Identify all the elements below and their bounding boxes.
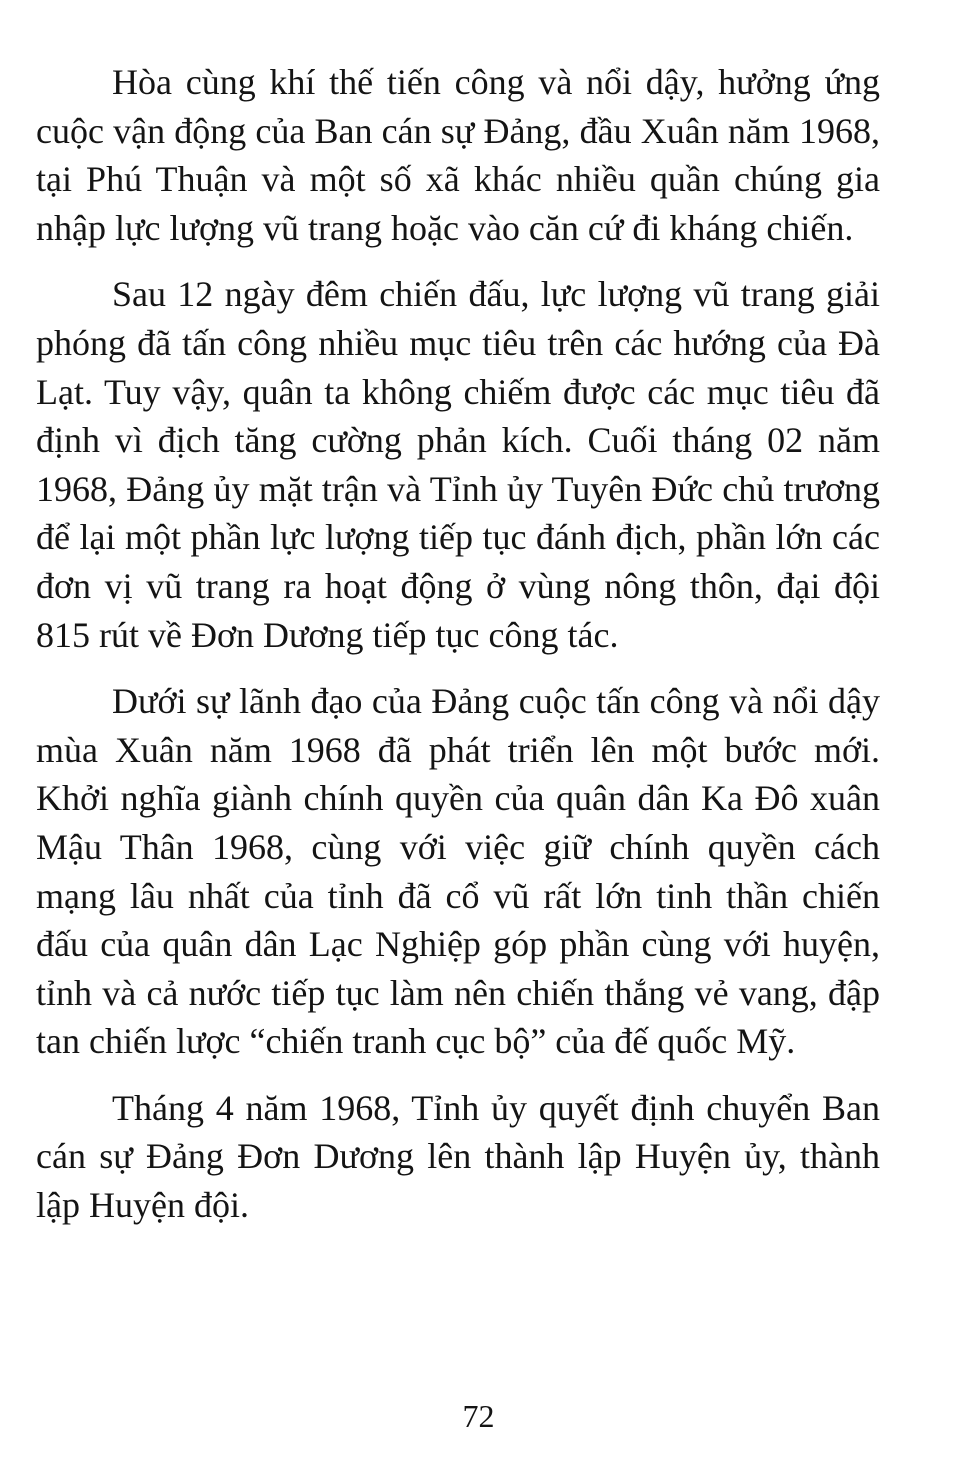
paragraph-1: Hòa cùng khí thế tiến công và nổi dậy, hưởng ứng cuộc vận động của Ban cán sự Đảng, đầu Xuân năm 1968, tại Phú Thuận và một số xã khác nhiều quần chúng gia nhập lực lượng vũ trang hoặc vào căn cứ đi kháng chiến.: [36, 62, 880, 248]
paragraph-4: Tháng 4 năm 1968, Tỉnh ủy quyết định chuyển Ban cán sự Đảng Đơn Dương lên thành lập Huyện ủy, thành lập Huyện đội.: [36, 1087, 880, 1226]
paragraph-3: Dưới sự lãnh đạo của Đảng cuộc tấn công và nổi dậy mùa Xuân năm 1968 đã phát triển lên một bước mới. Khởi nghĩa giành chính quyền của quân dân Ka Đô xuân Mậu Thân 1968, cùng với việc giữ chính quyền cách mạng lâu nhất của tỉnh đã cổ vũ rất lớn tinh thần chiến đấu của quân dân Lạc Nghiệp góp phần cùng với huyện, tỉnh và cả nước tiếp tục làm nên chiến thắng vẻ vang, đập tan chiến lược “chiến tranh cục bộ” của đế quốc Mỹ.: [36, 681, 880, 1062]
paragraph-2: Sau 12 ngày đêm chiến đấu, lực lượng vũ trang giải phóng đã tấn công nhiều mục tiêu trên các hướng của Đà Lạt. Tuy vậy, quân ta không chiếm được các mục tiêu đã định vì địch tăng cường phản kích. Cuối tháng 02 năm 1968, Đảng ủy mặt trận và Tỉnh ủy Tuyên Đức chủ trương để lại một phần lực lượng tiếp tục đánh địch, phần lớn các đơn vị vũ trang ra hoạt động ở vùng nông thôn, đại đội 815 rút về Đơn Dương tiếp tục công tác.: [36, 274, 880, 655]
body-text: [36, 58, 880, 1248]
page-number: 72: [462, 1398, 495, 1434]
